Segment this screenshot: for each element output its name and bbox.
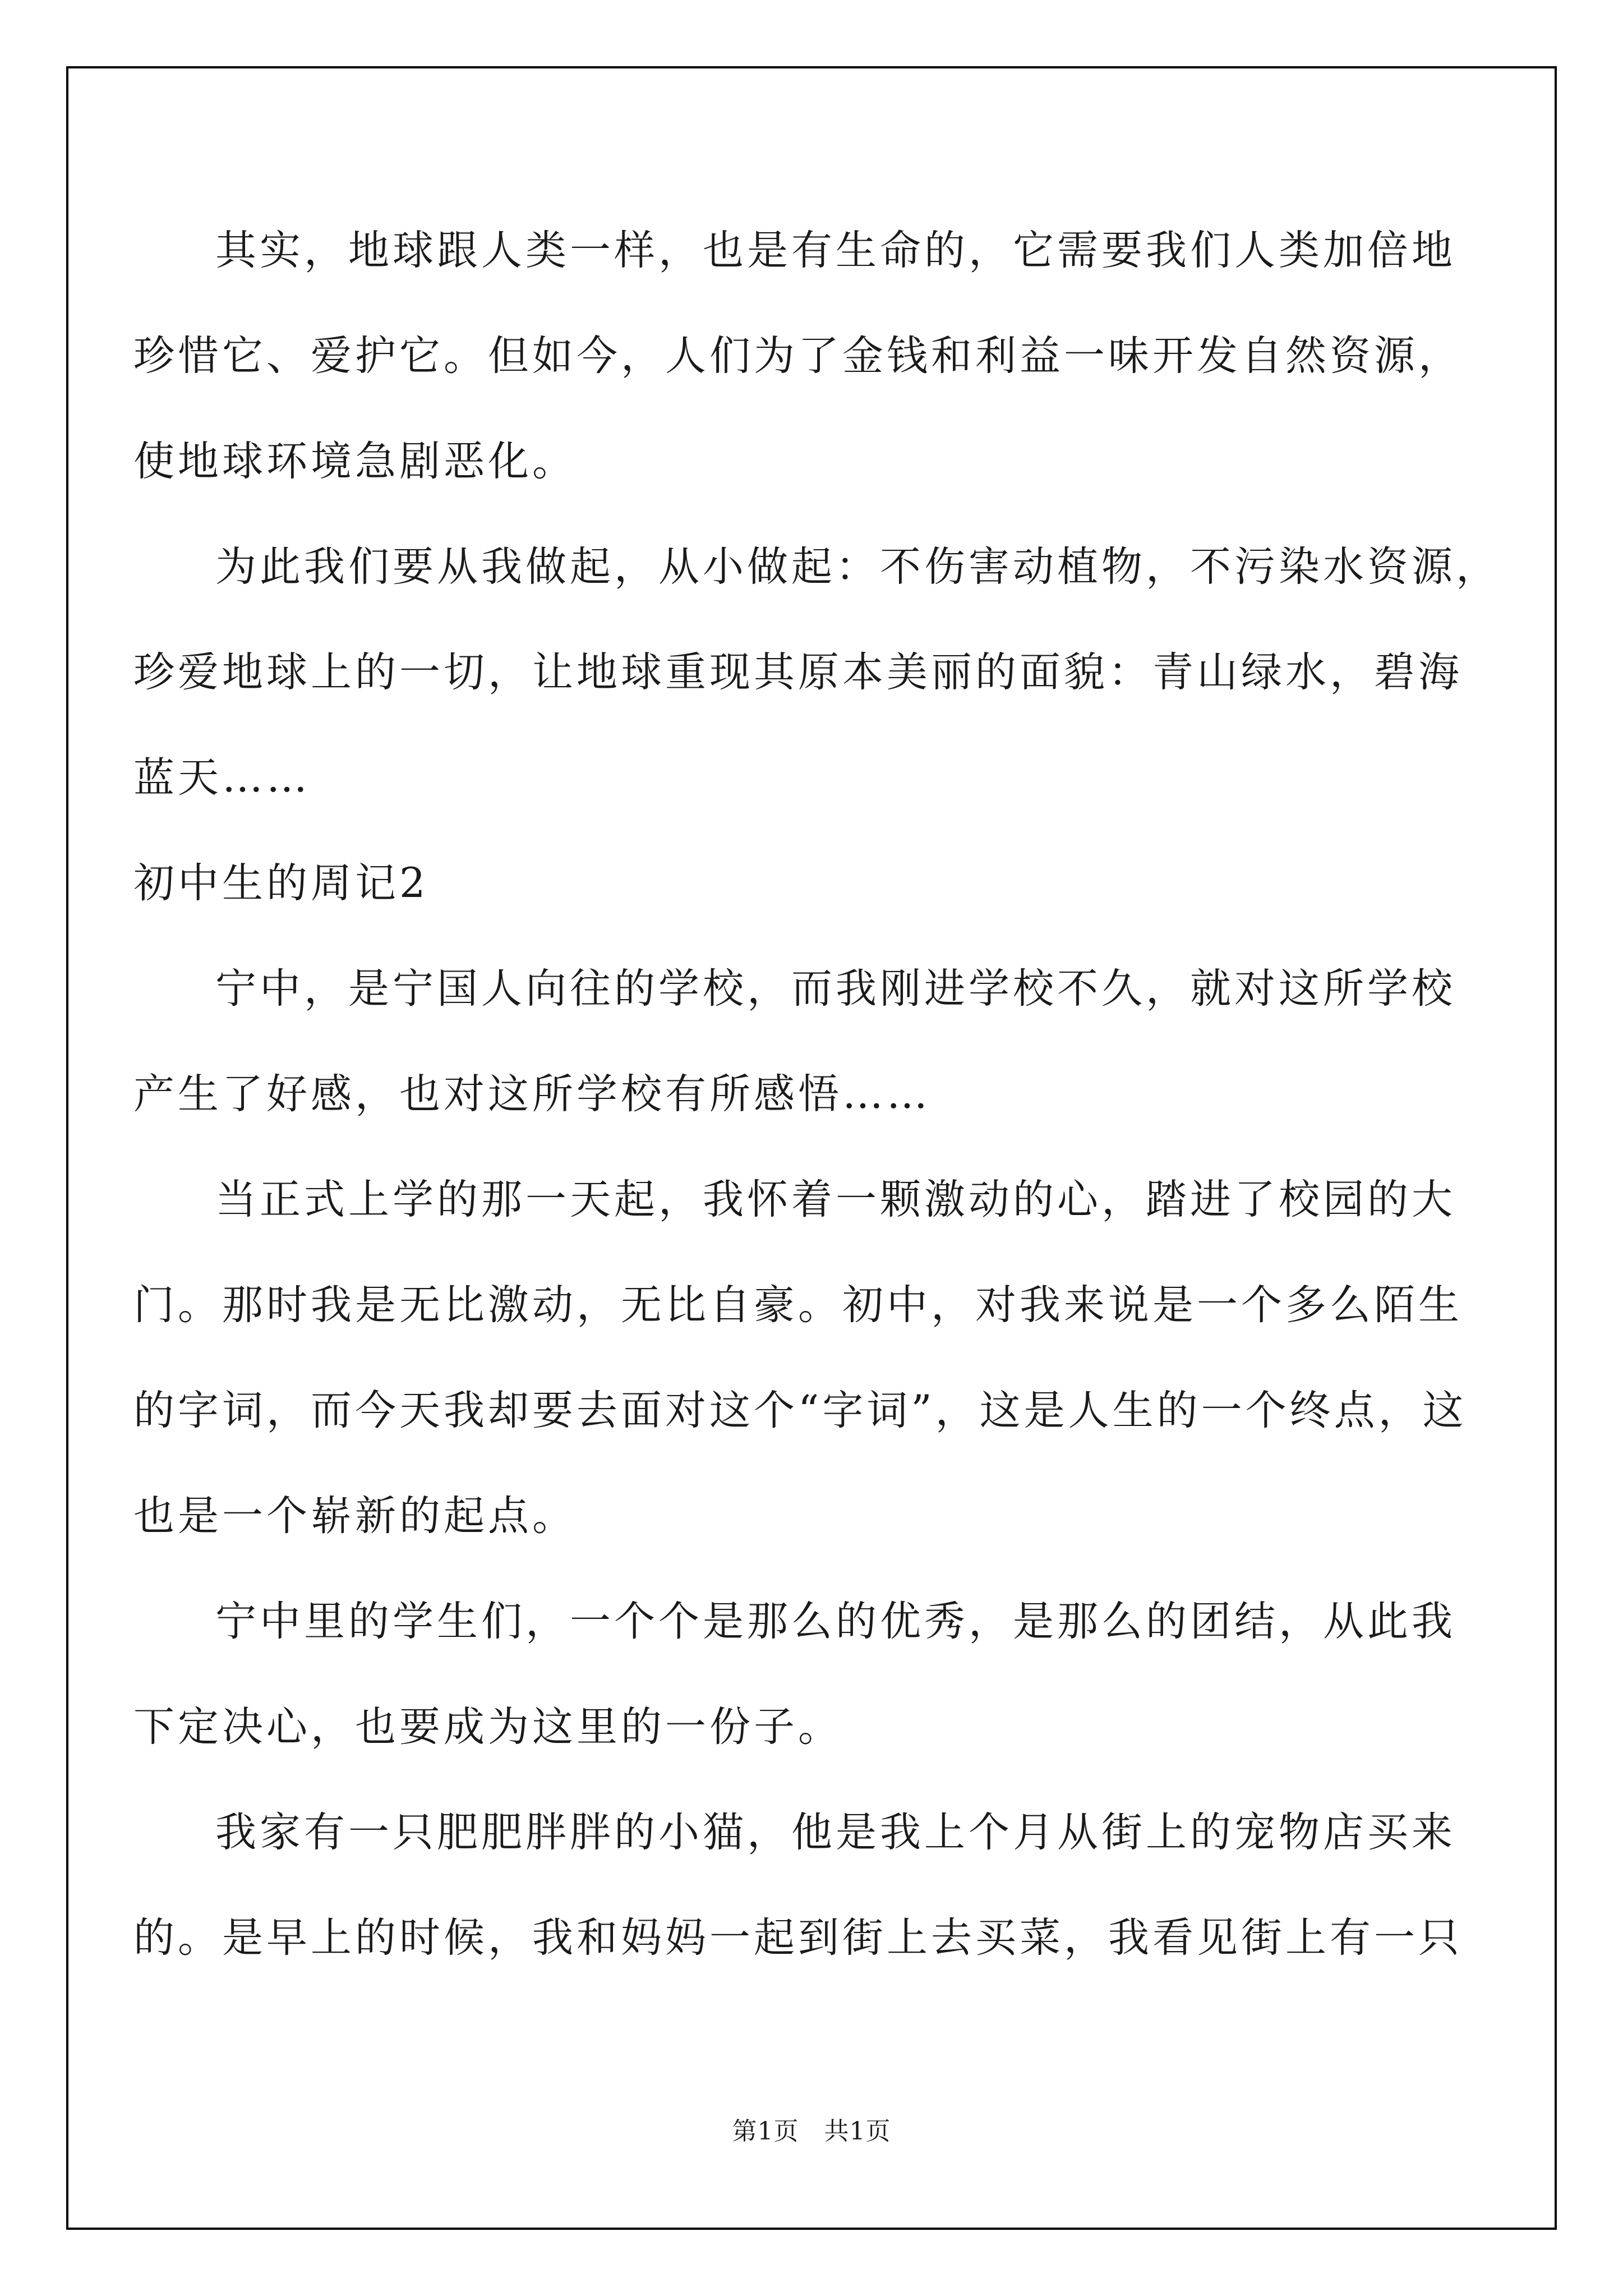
text-line: 产生了好感，也对这所学校有所感悟……: [133, 1070, 931, 1118]
page-footer: 第1页 共1页: [732, 2117, 891, 2146]
text-line: 珍惜它、爱护它。但如今，人们为了金钱和利益一味开发自然资源，: [133, 332, 1463, 380]
text-line: 为此我们要从我做起，从小做起：不伤害动植物，不污染水资源，: [215, 543, 1500, 591]
section-heading: 初中生的周记2: [133, 859, 429, 907]
text-line: 宁中，是宁国人向往的学校，而我刚进学校不久，就对这所学校: [215, 965, 1456, 1013]
page-border: [66, 66, 1557, 2230]
text-line: 下定决心，也要成为这里的一份子。: [133, 1703, 842, 1751]
text-line: 使地球环境急剧恶化。: [133, 438, 577, 485]
text-line: 的。是早上的时候，我和妈妈一起到街上去买菜，我看见街上有一只: [133, 1914, 1463, 1962]
text-line: 我家有一只肥肥胖胖的小猫，他是我上个月从街上的宠物店买来: [215, 1809, 1456, 1856]
text-line: 珍爱地球上的一切，让地球重现其原本美丽的面貌：青山绿水，碧海: [133, 648, 1463, 696]
text-line: 其实，地球跟人类一样，也是有生命的，它需要我们人类加倍地: [215, 227, 1456, 274]
text-line: 也是一个崭新的起点。: [133, 1492, 577, 1540]
text-line: 宁中里的学生们，一个个是那么的优秀，是那么的团结，从此我: [215, 1598, 1456, 1645]
text-line: 的字词，而今天我却要去面对这个“字词”，这是人生的一个终点，这: [133, 1387, 1467, 1434]
text-line: 蓝天……: [133, 754, 311, 802]
text-line: 当正式上学的那一天起，我怀着一颗激动的心，踏进了校园的大: [215, 1176, 1456, 1223]
text-line: 门。那时我是无比激动，无比自豪。初中，对我来说是一个多么陌生: [133, 1281, 1463, 1329]
